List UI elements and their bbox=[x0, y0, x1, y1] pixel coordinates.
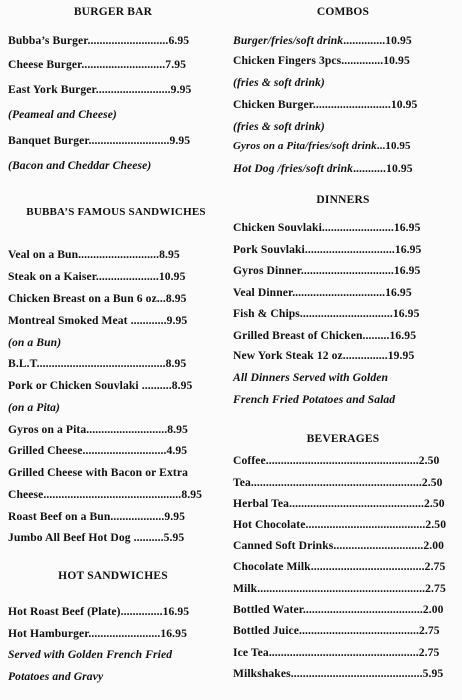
menu-note: (Bacon and Cheddar Cheese) bbox=[8, 159, 152, 172]
menu-item: Hot Chocolate........................................2.50 bbox=[233, 518, 447, 531]
menu-item: Coffee...................................................2.50 bbox=[233, 454, 440, 467]
beverages-heading: BEVERAGES bbox=[306, 433, 380, 445]
menu-item: Pork Souvlaki..............................16.95 bbox=[233, 243, 422, 256]
menu-item: Fish & Chips...............................16.95 bbox=[233, 307, 420, 320]
hot-sandwiches-heading: HOT SANDWICHES bbox=[58, 570, 168, 582]
menu-item: Grilled Breast of Chicken.........16.95 bbox=[233, 329, 417, 342]
sandwiches-heading: BUBBA’S FAMOUS SANDWICHES bbox=[26, 206, 206, 218]
menu-item: Hot Hamburger........................16.95 bbox=[8, 627, 187, 640]
menu-note: (on a Bun) bbox=[8, 336, 62, 349]
menu-item: Pork or Chicken Souvlaki ..........8.95 bbox=[8, 379, 193, 392]
menu-item: Milkshakes............................................5.95 bbox=[233, 667, 444, 680]
menu-item: Jumbo All Beef Hot Dog ..........5.95 bbox=[8, 531, 185, 544]
menu-item: Burger/fries/soft drink..............10.95 bbox=[233, 34, 412, 47]
menu-item: Milk........................................................2.75 bbox=[233, 582, 446, 595]
menu-item: Cheese..............................................8.95 bbox=[8, 488, 203, 501]
menu-item: Chocolate Milk......................................2.75 bbox=[233, 560, 446, 573]
menu-item: Veal Dinner...............................16.95 bbox=[233, 286, 412, 299]
menu-item: B.L.T...........................................8.95 bbox=[8, 357, 187, 370]
menu-note: French Fried Potatoes and Salad bbox=[233, 393, 396, 406]
menu-item: Bubba’s Burger...........................6.95 bbox=[8, 34, 190, 47]
menu-item: New York Steak 12 oz...............19.95 bbox=[233, 349, 415, 362]
menu-item: Steak on a Kaiser.....................10.95 bbox=[8, 270, 186, 283]
menu-item: Tea.........................................................2.50 bbox=[233, 476, 443, 489]
menu-note: (on a Pita) bbox=[8, 401, 60, 414]
menu-item: Grilled Cheese............................4.95 bbox=[8, 444, 188, 457]
dinners-heading: DINNERS bbox=[316, 194, 370, 206]
menu-item: Bottled Juice........................................2.75 bbox=[233, 624, 440, 637]
menu-item: Roast Beef on a Bun..................9.95 bbox=[8, 510, 186, 523]
menu-item: Gyros Dinner...............................16.95 bbox=[233, 264, 421, 277]
menu-item: Ice Tea..................................................2.75 bbox=[233, 646, 440, 659]
menu-item: East York Burger.........................9.95 bbox=[8, 83, 192, 96]
menu-item: Chicken Fingers 3pcs..............10.95 bbox=[233, 54, 410, 67]
menu-note: (fries & soft drink) bbox=[233, 76, 325, 89]
menu-note: (Peameal and Cheese) bbox=[8, 108, 117, 121]
menu-item: Chicken Breast on a Bun 6 oz...8.95 bbox=[8, 292, 187, 305]
menu-note: All Dinners Served with Golden bbox=[233, 371, 389, 384]
menu-item: Cheese Burger............................7.95 bbox=[8, 58, 186, 71]
menu-item: Grilled Cheese with Bacon or Extra bbox=[8, 466, 188, 479]
menu-item: Montreal Smoked Meat ............9.95 bbox=[8, 314, 188, 327]
menu-note: (fries & soft drink) bbox=[233, 120, 325, 133]
menu-item: Herbal Tea.............................................2.50 bbox=[233, 497, 445, 510]
menu-item: Veal on a Bun...........................8.95 bbox=[8, 248, 180, 261]
combos-heading: COMBOS bbox=[316, 6, 370, 18]
menu-item: Bottled Water........................................2.00 bbox=[233, 603, 444, 616]
menu-item: Chicken Burger..........................10.95 bbox=[233, 98, 418, 111]
menu-item: Hot Dog /fries/soft drink...........10.95 bbox=[233, 162, 413, 175]
menu-item: Banquet Burger...........................9.95 bbox=[8, 134, 191, 147]
menu-item: Hot Roast Beef (Plate)..............16.95 bbox=[8, 605, 190, 618]
menu-item: Canned Soft Drinks..............................2.00 bbox=[233, 539, 445, 552]
menu-item: Gyros on a Pita/fries/soft drink...10.95 bbox=[233, 140, 411, 152]
menu-note: Served with Golden French Fried bbox=[8, 648, 173, 661]
menu-item: Gyros on a Pita...........................8.95 bbox=[8, 423, 188, 436]
menu-item: Chicken Souvlaki........................16.95 bbox=[233, 221, 421, 234]
burger-bar-heading: BURGER BAR bbox=[73, 6, 153, 18]
menu-note: Potatoes and Gravy bbox=[8, 670, 104, 683]
